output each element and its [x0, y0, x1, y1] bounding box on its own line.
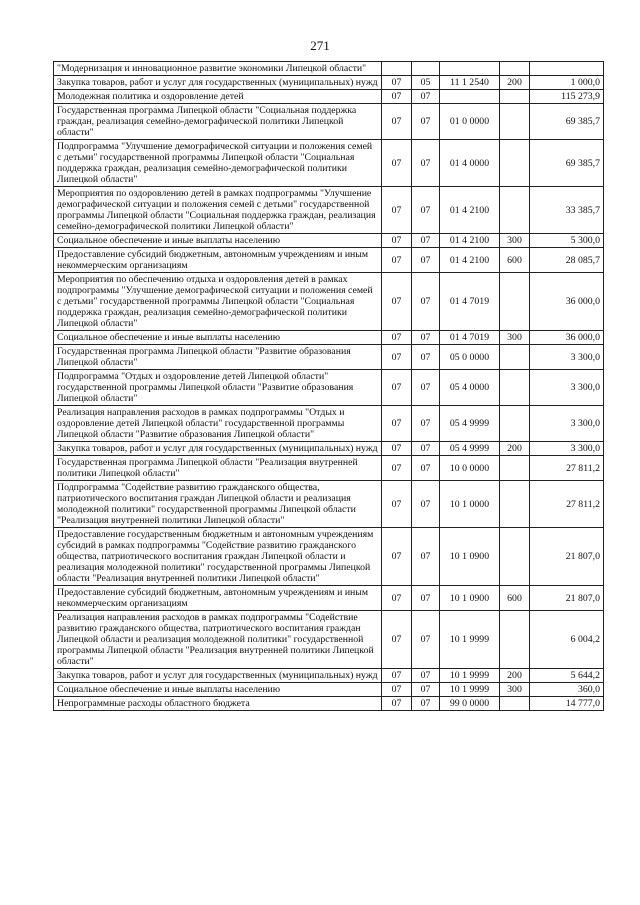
subsection-code-cell: 07 — [412, 697, 440, 711]
target-article-cell — [440, 62, 500, 76]
item-name-cell: "Модернизация и инновационное развитие экономики Липецкой области" — [54, 62, 382, 76]
subsection-code-cell: 07 — [412, 345, 440, 370]
expense-type-cell — [500, 406, 530, 442]
target-article-cell: 10 1 0900 — [440, 528, 500, 586]
target-article-cell: 10 1 9999 — [440, 611, 500, 669]
item-name-cell: Предоставление государственным бюджетным и автономным учреждениям субсидий в рамках подпрограммы "Содействие развитию гражданского общества, патриотического воспитания граждан Липецкой области и реализация молодежной политики" государственной программы Липецкой области "Реализация внутренней политики Липецкой области" — [54, 528, 382, 586]
section-code-cell: 07 — [382, 442, 412, 456]
target-article-cell: 01 4 7019 — [440, 331, 500, 345]
subsection-code-cell: 07 — [412, 273, 440, 331]
section-code-cell: 07 — [382, 683, 412, 697]
amount-cell: 27 811,2 — [530, 481, 604, 528]
section-code-cell: 07 — [382, 456, 412, 481]
target-article-cell: 01 4 2100 — [440, 187, 500, 234]
table-row — [54, 442, 604, 456]
subsection-code-cell: 07 — [412, 669, 440, 683]
section-code-cell: 07 — [382, 586, 412, 611]
subsection-code-cell: 07 — [412, 406, 440, 442]
target-article-cell: 10 1 0000 — [440, 481, 500, 528]
amount-cell: 21 807,0 — [530, 586, 604, 611]
amount-cell: 36 000,0 — [530, 273, 604, 331]
subsection-code-cell: 07 — [412, 104, 440, 140]
table-row — [54, 456, 604, 481]
target-article-cell: 99 0 0000 — [440, 697, 500, 711]
amount-cell: 33 385,7 — [530, 187, 604, 234]
subsection-code-cell: 07 — [412, 586, 440, 611]
item-name-cell: Закупка товаров, работ и услуг для государственных (муниципальных) нужд — [54, 76, 382, 90]
table-row — [54, 62, 604, 76]
expense-type-cell — [500, 104, 530, 140]
amount-cell: 1 000,0 — [530, 76, 604, 90]
amount-cell: 27 811,2 — [530, 456, 604, 481]
expense-type-cell: 300 — [500, 234, 530, 248]
section-code-cell: 07 — [382, 669, 412, 683]
expense-type-cell: 200 — [500, 76, 530, 90]
item-name-cell: Социальное обеспечение и иные выплаты населению — [54, 331, 382, 345]
section-code-cell: 07 — [382, 140, 412, 187]
table-row — [54, 586, 604, 611]
section-code-cell: 07 — [382, 104, 412, 140]
target-article-cell: 01 4 7019 — [440, 273, 500, 331]
expense-type-cell: 300 — [500, 331, 530, 345]
amount-cell: 69 385,7 — [530, 104, 604, 140]
table-row — [54, 611, 604, 669]
subsection-code-cell: 07 — [412, 331, 440, 345]
expense-type-cell: 600 — [500, 248, 530, 273]
amount-cell: 115 273,9 — [530, 90, 604, 104]
section-code-cell: 07 — [382, 481, 412, 528]
amount-cell: 36 000,0 — [530, 331, 604, 345]
amount-cell — [530, 62, 604, 76]
expense-type-cell: 300 — [500, 683, 530, 697]
target-article-cell — [440, 90, 500, 104]
amount-cell: 28 085,7 — [530, 248, 604, 273]
section-code-cell: 07 — [382, 611, 412, 669]
item-name-cell: Мероприятия по оздоровлению детей в рамках подпрограммы "Улучшение демографической ситуации и положения семей с детьми" государственной программы Липецкой области "Социальная поддержка граждан, реализация семейно-демографической политики Липецкой области" — [54, 187, 382, 234]
target-article-cell: 11 1 2540 — [440, 76, 500, 90]
target-article-cell: 05 4 9999 — [440, 442, 500, 456]
section-code-cell: 07 — [382, 370, 412, 406]
target-article-cell: 10 1 9999 — [440, 683, 500, 697]
table-row — [54, 370, 604, 406]
expense-type-cell — [500, 62, 530, 76]
section-code-cell: 07 — [382, 697, 412, 711]
expense-type-cell — [500, 528, 530, 586]
subsection-code-cell: 07 — [412, 442, 440, 456]
page-number: 271 — [310, 38, 330, 53]
expense-type-cell — [500, 90, 530, 104]
table-row — [54, 669, 604, 683]
section-code-cell: 07 — [382, 406, 412, 442]
target-article-cell: 01 4 2100 — [440, 248, 500, 273]
subsection-code-cell: 07 — [412, 456, 440, 481]
expense-type-cell — [500, 611, 530, 669]
amount-cell: 3 300,0 — [530, 406, 604, 442]
item-name-cell: Закупка товаров, работ и услуг для государственных (муниципальных) нужд — [54, 442, 382, 456]
table-row — [54, 345, 604, 370]
amount-cell: 5 300,0 — [530, 234, 604, 248]
item-name-cell: Подпрограмма "Содействие развитию гражданского общества, патриотического воспитания граждан Липецкой области и реализация молодежной политики" государственной программы Липецкой области "Реализация внутренней политики Липецкой области" — [54, 481, 382, 528]
expense-type-cell — [500, 456, 530, 481]
amount-cell: 3 300,0 — [530, 442, 604, 456]
expense-type-cell — [500, 697, 530, 711]
subsection-code-cell: 07 — [412, 140, 440, 187]
expense-type-cell — [500, 370, 530, 406]
table-row — [54, 697, 604, 711]
target-article-cell: 05 0 0000 — [440, 345, 500, 370]
table-row — [54, 187, 604, 234]
target-article-cell: 01 0 0000 — [440, 104, 500, 140]
table-row — [54, 76, 604, 90]
section-code-cell: 07 — [382, 345, 412, 370]
subsection-code-cell: 07 — [412, 528, 440, 586]
section-code-cell: 07 — [382, 331, 412, 345]
item-name-cell: Государственная программа Липецкой области "Развитие образования Липецкой области" — [54, 345, 382, 370]
subsection-code-cell: 07 — [412, 611, 440, 669]
section-code-cell: 07 — [382, 248, 412, 273]
item-name-cell: Предоставление субсидий бюджетным, автономным учреждениям и иным некоммерческим организациям — [54, 248, 382, 273]
expense-type-cell — [500, 481, 530, 528]
item-name-cell: Предоставление субсидий бюджетным, автономным учреждениям и иным некоммерческим организациям — [54, 586, 382, 611]
item-name-cell: Социальное обеспечение и иные выплаты населению — [54, 234, 382, 248]
section-code-cell: 07 — [382, 234, 412, 248]
item-name-cell: Мероприятия по обеспечению отдыха и оздоровления детей в рамках подпрограммы "Улучшение демографической ситуации и положения семей с детьми" государственной программы Липецкой области "Социальная поддержка граждан, реализация семейно-демографической политики Липецкой области" — [54, 273, 382, 331]
item-name-cell: Государственная программа Липецкой области "Социальная поддержка граждан, реализация семейно-демографической политики Липецкой области" — [54, 104, 382, 140]
budget-table — [53, 61, 604, 711]
table-row — [54, 90, 604, 104]
subsection-code-cell: 07 — [412, 370, 440, 406]
table-row — [54, 234, 604, 248]
amount-cell: 6 004,2 — [530, 611, 604, 669]
amount-cell: 3 300,0 — [530, 345, 604, 370]
item-name-cell: Подпрограмма "Улучшение демографической ситуации и положения семей с детьми" государственной программы Липецкой области "Социальная поддержка граждан, реализация семейно-демографической политики Липецкой области" — [54, 140, 382, 187]
table-row — [54, 481, 604, 528]
amount-cell: 14 777,0 — [530, 697, 604, 711]
table-row — [54, 248, 604, 273]
expense-type-cell — [500, 273, 530, 331]
target-article-cell: 10 0 0000 — [440, 456, 500, 481]
table-row — [54, 273, 604, 331]
amount-cell: 360,0 — [530, 683, 604, 697]
amount-cell: 3 300,0 — [530, 370, 604, 406]
expense-type-cell: 200 — [500, 669, 530, 683]
table-row — [54, 104, 604, 140]
target-article-cell: 05 4 9999 — [440, 406, 500, 442]
item-name-cell: Подпрограмма "Отдых и оздоровление детей Липецкой области" государственной программы Липецкой области "Развитие образования Липецкой области" — [54, 370, 382, 406]
expense-type-cell: 200 — [500, 442, 530, 456]
amount-cell: 5 644,2 — [530, 669, 604, 683]
subsection-code-cell: 07 — [412, 481, 440, 528]
subsection-code-cell: 07 — [412, 248, 440, 273]
budget-table-body — [54, 62, 604, 711]
amount-cell: 21 807,0 — [530, 528, 604, 586]
subsection-code-cell: 05 — [412, 76, 440, 90]
item-name-cell: Реализация направления расходов в рамках подпрограммы "Отдых и оздоровление детей Липецкой области" государственной программы Липецкой области "Развитие образования Липецкой области" — [54, 406, 382, 442]
amount-cell: 69 385,7 — [530, 140, 604, 187]
expense-type-cell: 600 — [500, 586, 530, 611]
section-code-cell: 07 — [382, 187, 412, 234]
item-name-cell: Реализация направления расходов в рамках подпрограммы "Содействие развитию гражданского общества, патриотического воспитания граждан Липецкой области и реализация молодежной политики" государственной программы Липецкой области "Реализация внутренней политики Липецкой области" — [54, 611, 382, 669]
target-article-cell: 01 4 2100 — [440, 234, 500, 248]
section-code-cell: 07 — [382, 528, 412, 586]
table-row — [54, 140, 604, 187]
subsection-code-cell: 07 — [412, 90, 440, 104]
item-name-cell: Государственная программа Липецкой области "Реализация внутренней политики Липецкой области" — [54, 456, 382, 481]
section-code-cell: 07 — [382, 76, 412, 90]
item-name-cell: Непрограммные расходы областного бюджета — [54, 697, 382, 711]
target-article-cell: 10 1 0900 — [440, 586, 500, 611]
table-row — [54, 528, 604, 586]
table-row — [54, 683, 604, 697]
section-code-cell: 07 — [382, 273, 412, 331]
subsection-code-cell — [412, 62, 440, 76]
expense-type-cell — [500, 187, 530, 234]
target-article-cell: 10 1 9999 — [440, 669, 500, 683]
subsection-code-cell: 07 — [412, 234, 440, 248]
item-name-cell: Социальное обеспечение и иные выплаты населению — [54, 683, 382, 697]
section-code-cell: 07 — [382, 90, 412, 104]
expense-type-cell — [500, 345, 530, 370]
subsection-code-cell: 07 — [412, 683, 440, 697]
item-name-cell: Закупка товаров, работ и услуг для государственных (муниципальных) нужд — [54, 669, 382, 683]
subsection-code-cell: 07 — [412, 187, 440, 234]
table-row — [54, 331, 604, 345]
target-article-cell: 01 4 0000 — [440, 140, 500, 187]
table-row — [54, 406, 604, 442]
target-article-cell: 05 4 0000 — [440, 370, 500, 406]
expense-type-cell — [500, 140, 530, 187]
item-name-cell: Молодежная политика и оздоровление детей — [54, 90, 382, 104]
section-code-cell — [382, 62, 412, 76]
